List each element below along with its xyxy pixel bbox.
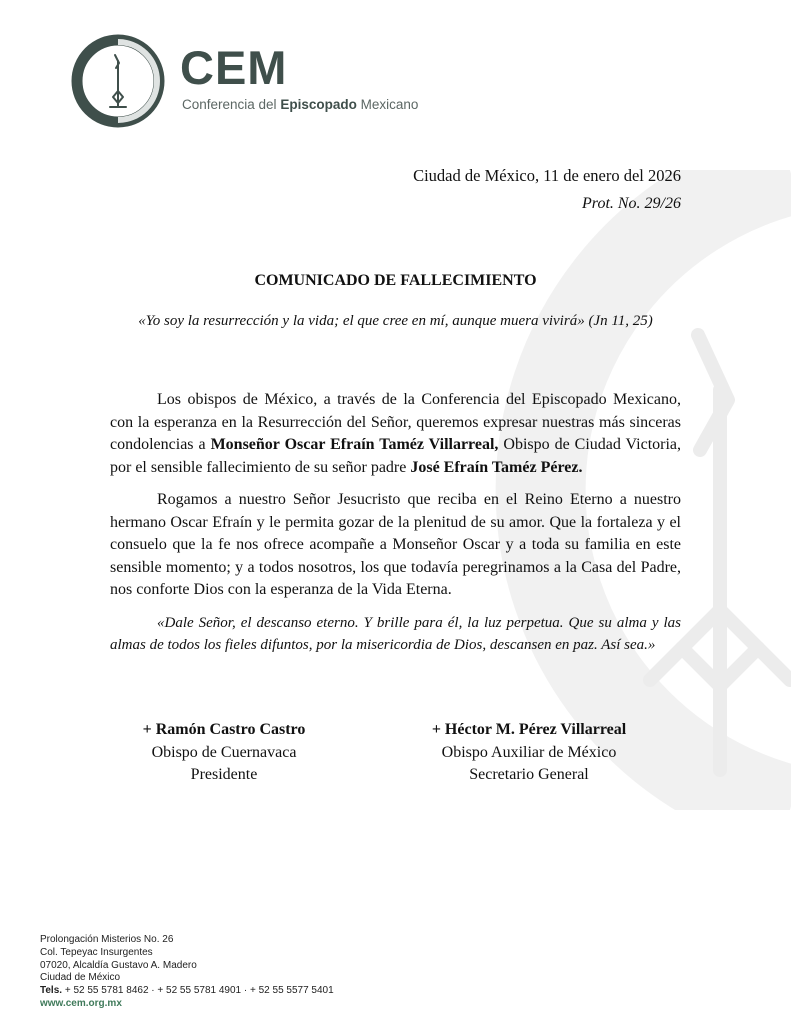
signatory-name: + Héctor M. Pérez Villarreal — [431, 721, 627, 738]
deceased-name: José Efraín Taméz Pérez. — [410, 458, 583, 476]
phones-label: Tels. — [40, 985, 63, 997]
logo-name-bold: Episcopado — [280, 97, 357, 112]
footer-line: 07020, Alcaldía Gustavo A. Madero — [40, 959, 197, 971]
paragraph-condolences — [110, 389, 681, 479]
logo-acronym: CEM — [180, 41, 288, 94]
paragraph-prayer-request: Rogamos a nuestro Señor Jesucristo que reciba en el Reino Eterno a nuestro hermano Oscar Efraín y le permita gozar de la plenitud de su amor. Que la fortaleza y el consuelo que la fe nos ofrece acompañe a Monseñor Oscar y a toda su familia en este sensible momento; y a todos nosotros, los que todavía peregrinamos a la Casa del Padre, nos conforte Dios con la esperanza de la Vida Eterna. — [110, 491, 681, 598]
phones-numbers: + 52 55 5781 8462 · + 52 55 5781 4901 · + 52 55 5577 5401 — [62, 985, 334, 997]
place-date: Ciudad de México, 11 de enero del 2026 — [413, 166, 681, 185]
document-title: COMUNICADO DE FALLECIMIENTO — [254, 272, 537, 289]
body-text — [110, 389, 681, 666]
website-link[interactable]: www.cem.org.mx — [40, 997, 122, 1009]
footer-line: Ciudad de México — [40, 972, 121, 984]
logo-name-prefix: Conferencia del — [182, 97, 281, 112]
signatory-name: + Ramón Castro Castro — [142, 721, 306, 738]
signatory-role: Obispo de Cuernavaca — [151, 743, 297, 761]
footer-line: Col. Tepeyac Insurgentes — [40, 946, 153, 958]
logo-full-name — [182, 97, 418, 112]
protocol-number: Prot. No. 29/26 — [582, 195, 681, 212]
bishop-name: Monseñor Oscar Efraín Taméz Villarreal, — [210, 436, 499, 453]
paragraph-prayer: «Dale Señor, el descanso eterno. Y brille para él, la luz perpetua. Que su alma y las almas de todos los fieles difuntos, por la misericordia de Dios, descansen en paz. Así sea.» — [110, 614, 681, 653]
footer-address — [40, 934, 334, 1011]
logo-name-suffix: Mexicano — [356, 97, 419, 112]
epigraph-quote: «Yo soy la resurrección y la vida; el que cree en mí, aunque muera vivirá» (Jn 11, 25) — [138, 313, 653, 329]
cem-logo-icon — [70, 33, 166, 129]
footer-line: Prolongación Misterios No. 26 — [40, 934, 174, 945]
paragraph-text: Obispo de Ciudad Victoria, por el sensible fallecimiento de su señor padre — [110, 436, 682, 476]
paragraph-text: Los obispos de México, a través de la Conferencia del Episcopado Mexicano, con la esperanza en la Resurrección del Señor, queremos expresar nuestras más sinceras condolencias a — [110, 391, 681, 453]
signatory-position: Presidente — [190, 766, 258, 783]
signature-block-president — [94, 719, 354, 787]
footer-phones — [40, 985, 334, 998]
signatory-position: Secretario General — [469, 766, 589, 783]
signatory-role: Obispo Auxiliar de México — [441, 743, 617, 761]
signature-block-secretary — [399, 719, 659, 787]
